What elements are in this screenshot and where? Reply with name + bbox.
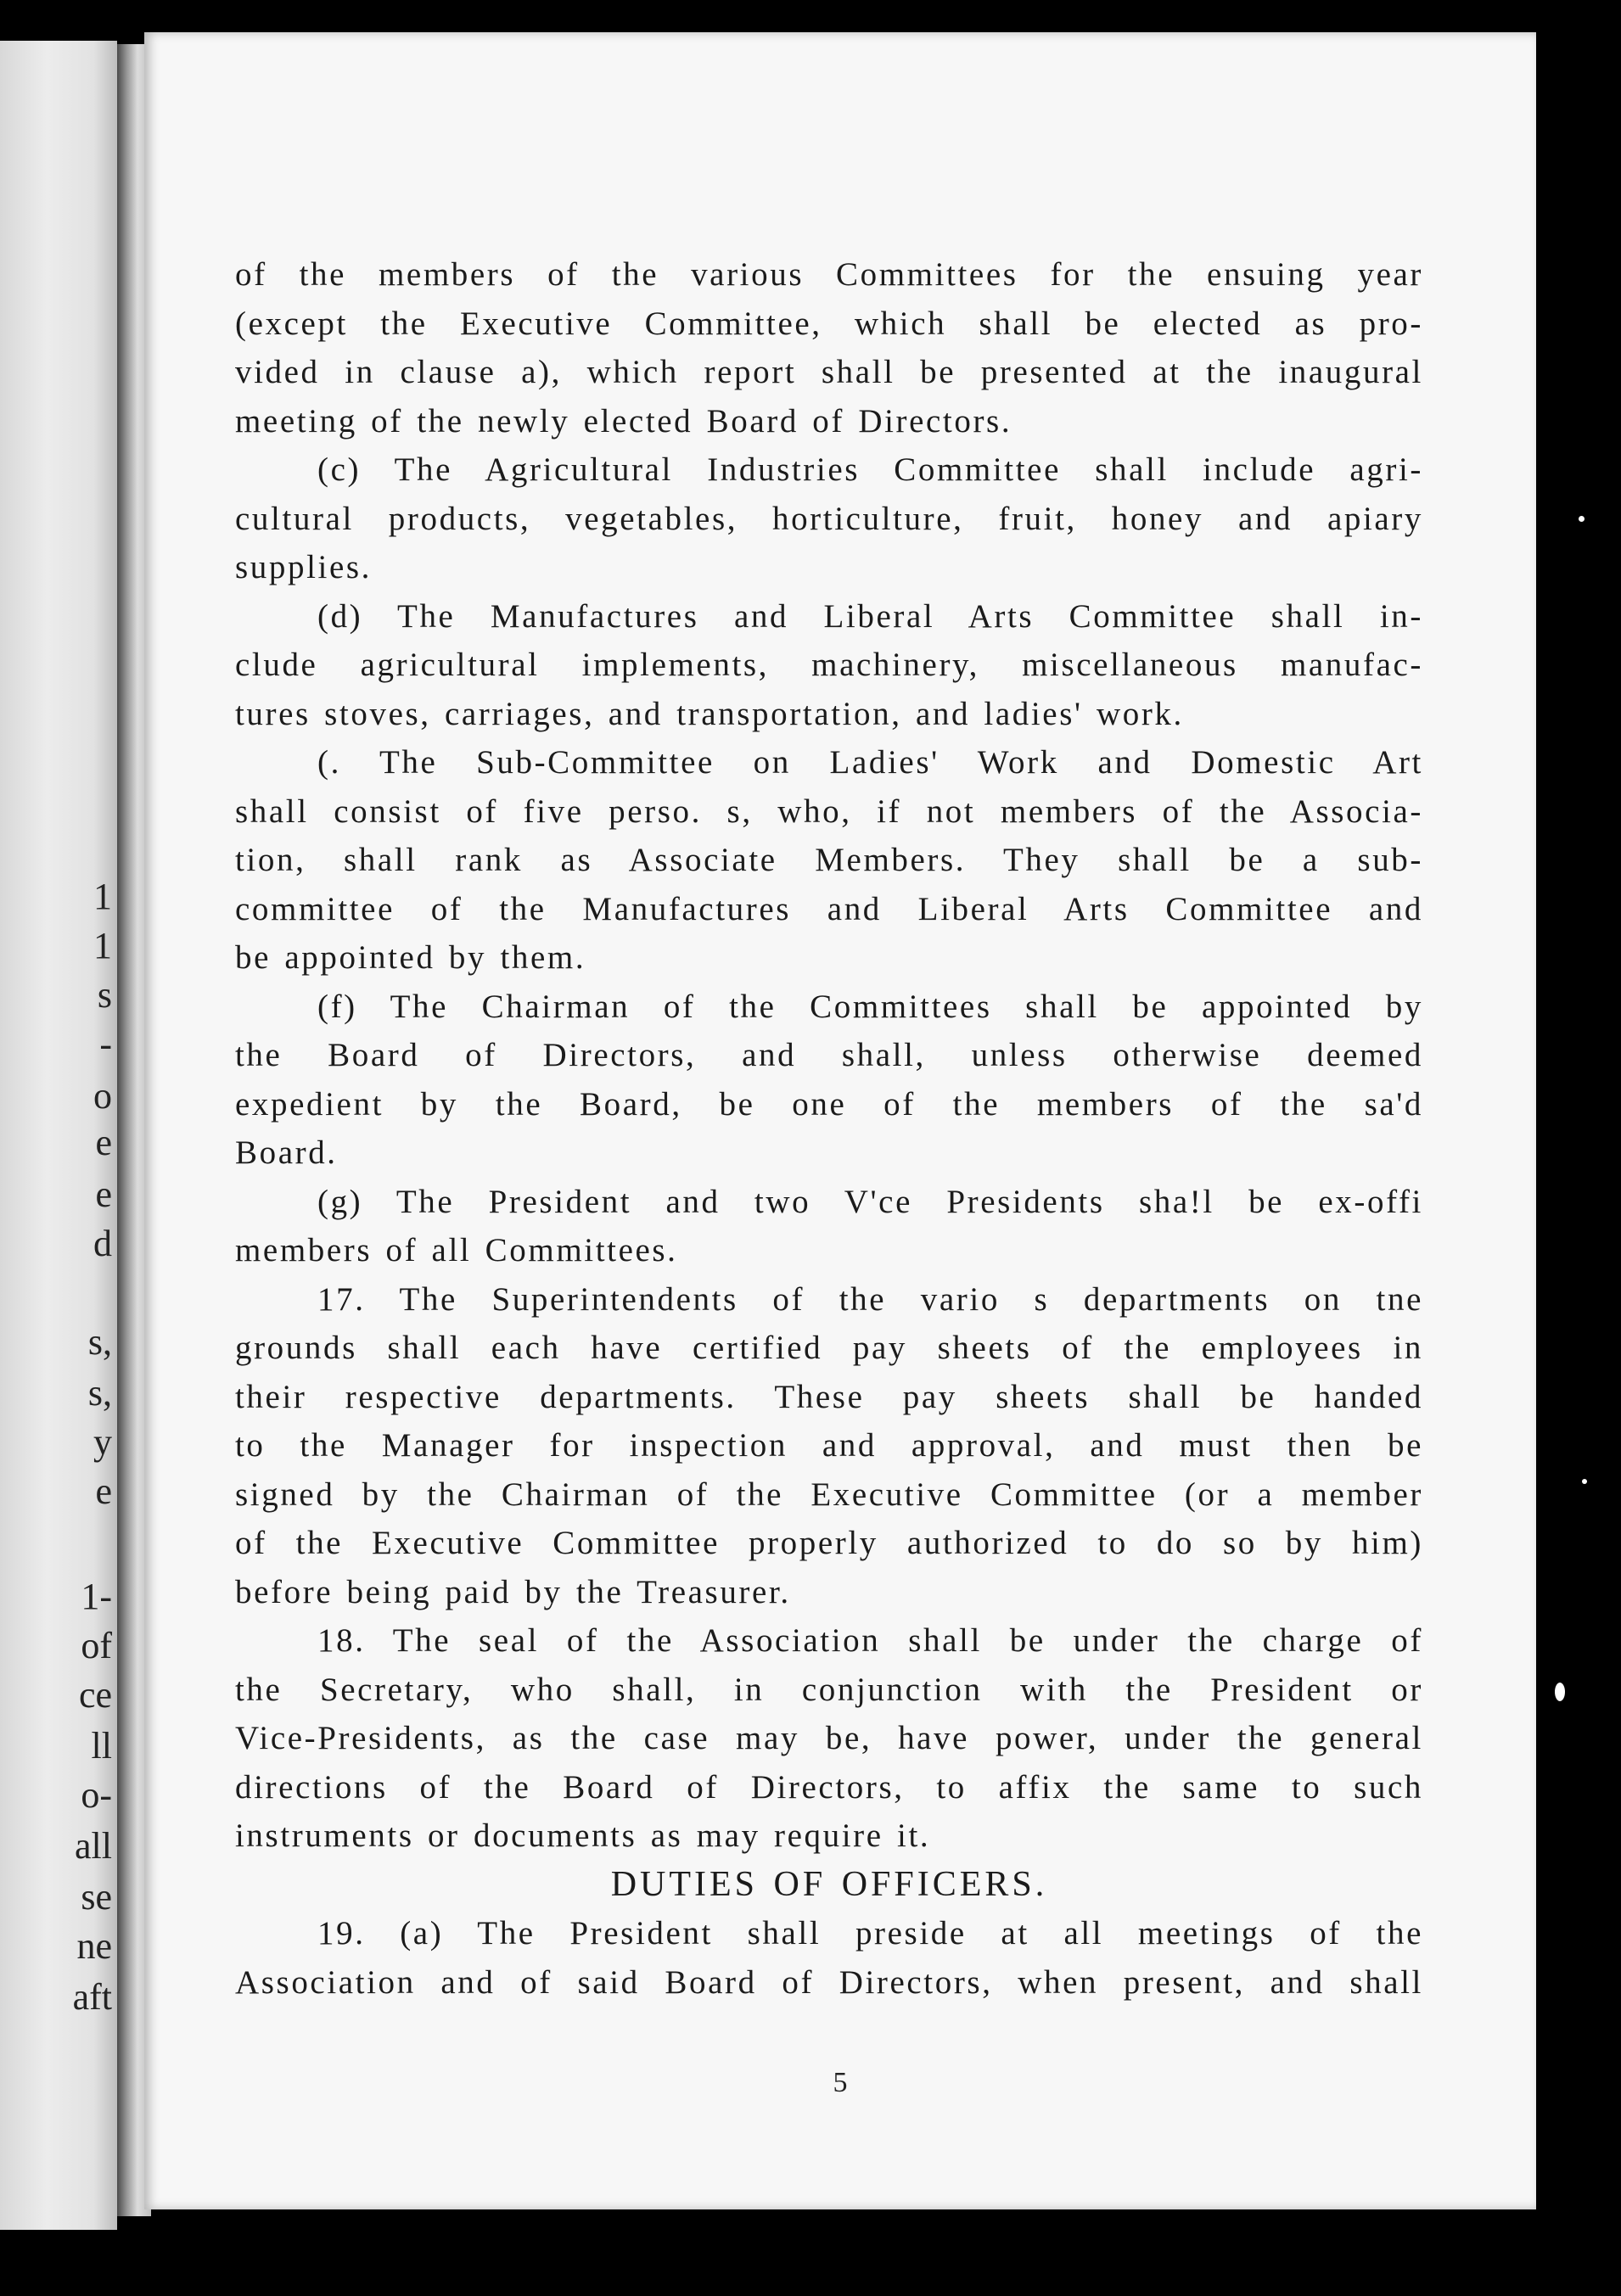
left-page-fragment: of	[81, 1625, 112, 1666]
text-line: members of all Committees.	[235, 1232, 678, 1268]
left-page-fragment: o-	[81, 1774, 112, 1816]
text-line: before being paid by the Treasurer.	[235, 1573, 791, 1610]
left-page-fragment: -	[99, 1023, 112, 1065]
text-line: committee of the Manufactures and Liberal Arts Committee and	[235, 890, 1423, 927]
page	[144, 32, 1536, 2209]
text-line: tures stoves, carriages, and transportation, and ladies' work.	[235, 695, 1184, 732]
text-line: of the members of the various Committees for the ensuing year	[235, 256, 1423, 293]
left-page-fragment: 1	[93, 876, 112, 917]
text-line: 19. (a) The President shall preside at all meetings of the	[317, 1915, 1423, 1952]
left-page-fragment: ll	[91, 1725, 112, 1767]
left-page-fragment: o	[93, 1075, 112, 1117]
text-line: Association and of said Board of Directors, when present, and shall	[235, 1963, 1423, 2001]
text-line: the Board of Directors, and shall, unless otherwise deemed	[235, 1037, 1423, 1073]
left-page-fragment: all	[75, 1825, 112, 1867]
text-line: 18. The seal of the Association shall be under the charge of	[317, 1622, 1423, 1659]
text-line: Board.	[235, 1134, 338, 1171]
text-line: meeting of the newly elected Board of Directors.	[235, 402, 1012, 440]
text-line: their respective departments. These pay sheets shall be handed	[235, 1378, 1423, 1415]
scan-speck	[1555, 1683, 1565, 1701]
text-line: (f) The Chairman of the Committees shall be appointed by	[317, 988, 1423, 1025]
text-line: vided in clause a), which report shall be presented at the inaugural	[235, 354, 1423, 390]
text-line: of the Executive Committee properly authorized to do so by him)	[235, 1525, 1423, 1561]
text-line: the Secretary, who shall, in conjunction with the President or	[235, 1671, 1423, 1708]
left-page-fragment: e	[95, 1470, 112, 1512]
text-line: to the Manager for inspection and approval, and must then be	[235, 1427, 1423, 1464]
left-page-fragment: e	[95, 1122, 112, 1163]
text-line: (d) The Manufactures and Liberal Arts Committee shall in-	[317, 597, 1423, 635]
text-line: (except the Executive Committee, which shall be elected as pro-	[235, 305, 1423, 342]
text-line: grounds shall each have certified pay sheets of the employees in	[235, 1330, 1423, 1366]
left-page-fragment: e	[95, 1173, 112, 1215]
text-line: expedient by the Board, be one of the members of the sa'd	[235, 1085, 1423, 1123]
text-line: directions of the Board of Directors, to affix the same to such	[235, 1768, 1423, 1806]
page-number: 5	[833, 2067, 848, 2098]
left-page-fragment: se	[81, 1876, 112, 1918]
text-line: cultural products, vegetables, horticulture, fruit, honey and apiary	[235, 500, 1423, 537]
scan-speck	[1582, 1479, 1587, 1484]
scan-speck	[1579, 516, 1585, 522]
section-heading: DUTIES OF OFFICERS.	[610, 1864, 1048, 1904]
text-line: shall consist of five perso. s, who, if not members of the Associa-	[235, 792, 1423, 830]
previous-page-edge	[0, 41, 117, 2230]
text-line: tion, shall rank as Associate Members. They shall be a sub-	[235, 842, 1423, 878]
left-page-fragment: s,	[87, 1321, 112, 1363]
text-line: Vice-Presidents, as the case may be, have power, under the general	[235, 1720, 1423, 1756]
left-page-fragment: ce	[78, 1674, 112, 1716]
text-line: (. The Sub-Committee on Ladies' Work and Domestic Art	[317, 744, 1423, 781]
text-line: (c) The Agricultural Industries Committee shall include agri-	[317, 451, 1423, 488]
left-page-fragment: ne	[76, 1925, 112, 1967]
left-page-fragment: s	[97, 974, 112, 1016]
left-page-fragment: 1-	[81, 1576, 112, 1617]
text-line: (g) The President and two V'ce Presidents sha!l be ex-offi	[317, 1183, 1423, 1220]
left-page-fragment: aft	[72, 1976, 112, 2018]
text-line: clude agricultural implements, machinery, miscellaneous manufac-	[235, 647, 1423, 683]
text-line: 17. The Superintendents of the vario s departments on tne	[317, 1280, 1423, 1318]
text-line: supplies.	[235, 549, 372, 585]
left-page-fragment: 1	[93, 925, 112, 966]
text-line: be appointed by them.	[235, 939, 586, 976]
left-page-fragment: y	[93, 1421, 112, 1463]
page-text	[235, 250, 1423, 2007]
left-page-fragment: d	[93, 1223, 112, 1264]
left-page-fragment: s,	[87, 1372, 112, 1414]
text-line: instruments or documents as may require it.	[235, 1817, 931, 1854]
text-line: signed by the Chairman of the Executive Committee (or a member	[235, 1476, 1423, 1513]
